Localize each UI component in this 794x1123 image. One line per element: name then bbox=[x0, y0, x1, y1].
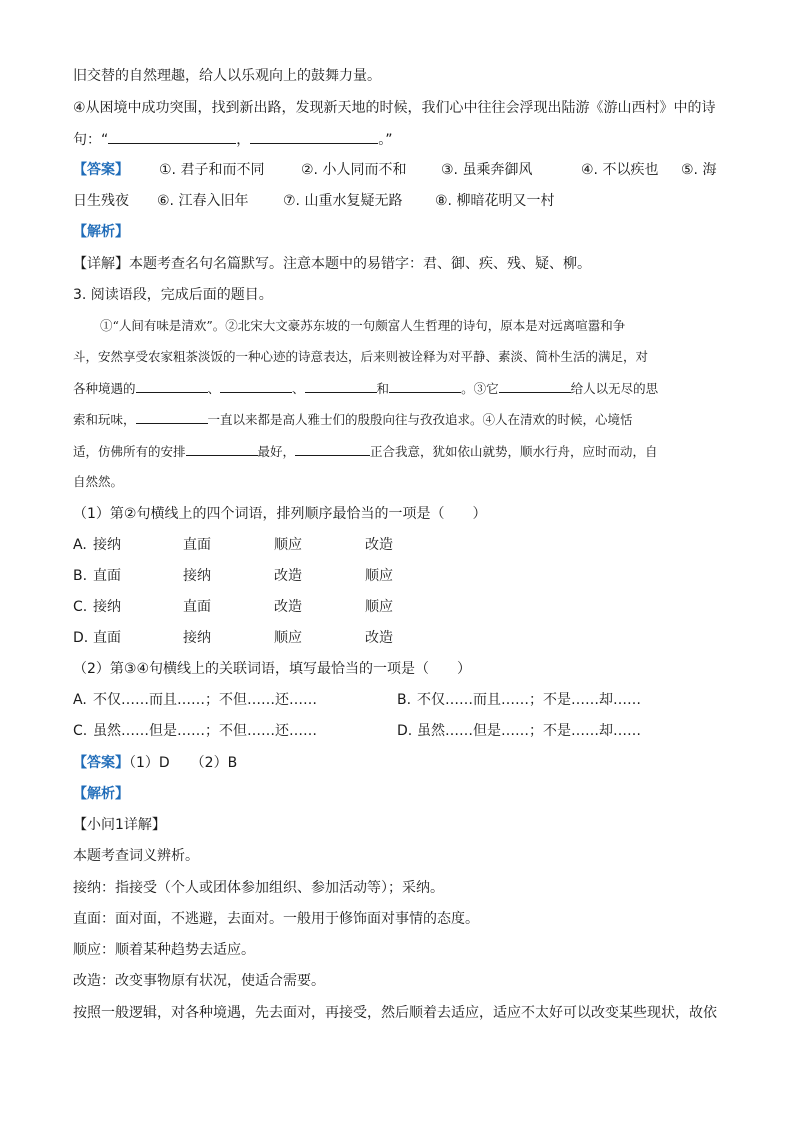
text-line: 旧交替的自然理趣，给人以乐观向上的鼓舞力量。 bbox=[73, 68, 381, 84]
answer-text: （1）D （2）B bbox=[129, 755, 238, 771]
answer-item: 日生残夜 bbox=[73, 193, 129, 209]
fill-blank bbox=[295, 441, 370, 456]
answer-item: ②. 小人同而不和 bbox=[301, 162, 407, 178]
text-fragment: 最好， bbox=[257, 444, 296, 459]
sub-question: （2）第③④句横线上的关联词语，填写最恰当的一项是（ ） bbox=[73, 661, 472, 677]
fill-blank bbox=[305, 378, 377, 393]
text-fragment: 、 bbox=[292, 381, 305, 396]
analysis-label: 【解析】 bbox=[73, 224, 129, 240]
option-text: 不仅……而且……；不是……却…… bbox=[417, 692, 641, 708]
answer-item: ⑦. 山重水复疑无路 bbox=[283, 193, 403, 209]
passage-line bbox=[73, 441, 733, 462]
text-fragment: 、 bbox=[207, 381, 221, 396]
option-word: 改造 bbox=[365, 537, 393, 553]
text-fragment: 各种境遇的 bbox=[73, 381, 136, 396]
option-letter: B. bbox=[73, 568, 88, 584]
option-text: 虽然……但是……；不但……还…… bbox=[93, 723, 317, 739]
option-text: 不仅……而且……；不但……还…… bbox=[93, 692, 317, 708]
option-word: 顺应 bbox=[274, 630, 302, 646]
passage-line: ①“人间有味是清欢”。②北宋大文豪苏东坡的一句颇富人生哲理的诗句，原本是对远离喧嚣和争 bbox=[100, 318, 626, 333]
option-word: 改造 bbox=[274, 568, 302, 584]
option-letter: D. bbox=[73, 630, 89, 646]
answer-item: ①. 君子和而不同 bbox=[159, 162, 265, 178]
small-question-label: 【小问1详解】 bbox=[73, 817, 166, 833]
option-word: 接纳 bbox=[93, 537, 121, 553]
explain-line: 改造：改变事物原有状况，使适合需要。 bbox=[73, 973, 325, 989]
question-title: 3. 阅读语段，完成后面的题目。 bbox=[73, 287, 273, 303]
option-word: 顺应 bbox=[365, 568, 393, 584]
option-word: 直面 bbox=[93, 630, 121, 646]
answer-item: ④. 不以疾也 bbox=[581, 162, 659, 178]
passage-line: 斗，安然享受农家粗茶淡饭的一种心迹的诗意表达，后来则被诠释为对平静、素淡、简朴生活的满足，对 bbox=[73, 349, 649, 364]
fill-blank bbox=[186, 441, 258, 456]
option-letter: D. bbox=[397, 723, 413, 739]
answer-item: ⑤. 海 bbox=[681, 162, 717, 178]
answer-label: 【答案】 bbox=[73, 162, 129, 178]
option-word: 直面 bbox=[93, 568, 121, 584]
option-word: 接纳 bbox=[183, 630, 211, 646]
fill-blank bbox=[250, 129, 378, 144]
text-fragment: 。” bbox=[378, 132, 393, 148]
answer-item: ③. 虽乘奔御风 bbox=[441, 162, 533, 178]
option-word: 改造 bbox=[365, 630, 393, 646]
answer-line bbox=[73, 160, 733, 180]
sub-question: （1）第②句横线上的四个词语，排列顺序最恰当的一项是（ ） bbox=[73, 506, 487, 522]
passage-line bbox=[73, 378, 733, 399]
passage-line bbox=[73, 409, 733, 430]
option-word: 直面 bbox=[183, 599, 211, 615]
detail-text: 本题考查名句名篇默写。注意本题中的易错字：君、御、疾、残、疑、柳。 bbox=[129, 256, 591, 272]
answer-item: ⑥. 江春入旧年 bbox=[157, 193, 249, 209]
option-word: 顺应 bbox=[274, 537, 302, 553]
detail-line bbox=[73, 254, 733, 274]
option-letter: A. bbox=[73, 692, 87, 708]
explain-line: 接纳：指接受（个人或团体参加组织、参加活动等）；采纳。 bbox=[73, 880, 444, 896]
text-fragment: 给人以无尽的思 bbox=[570, 381, 659, 396]
option-word: 接纳 bbox=[93, 599, 121, 615]
option-text: 虽然……但是……；不是……却…… bbox=[417, 723, 641, 739]
option-letter: C. bbox=[73, 723, 88, 739]
text-line: ④从困境中成功突围，找到新出路，发现新天地的时候，我们心中往往会浮现出陆游《游山西村》中的诗 bbox=[73, 100, 716, 116]
passage-line: 自然然。 bbox=[73, 474, 124, 489]
fill-blank bbox=[136, 409, 208, 424]
explain-line: 顺应：顺着某种趋势去适应。 bbox=[73, 942, 255, 958]
option-letter: A. bbox=[73, 537, 87, 553]
fill-blank bbox=[136, 378, 208, 393]
text-fragment: 和 bbox=[376, 381, 390, 396]
analysis-label: 【解析】 bbox=[73, 786, 129, 802]
explain-line: 本题考查词义辨析。 bbox=[73, 848, 199, 864]
option-word: 顺应 bbox=[365, 599, 393, 615]
fill-blank bbox=[389, 378, 461, 393]
option-letter: C. bbox=[73, 599, 88, 615]
explain-line: 直面：面对面，不逃避，去面对。一般用于修饰面对事情的态度。 bbox=[73, 911, 479, 927]
text-fragment: 索和玩味， bbox=[73, 412, 136, 427]
answer-line bbox=[73, 753, 733, 773]
option-word: 接纳 bbox=[183, 568, 211, 584]
text-fragment: 适，仿佛所有的安排 bbox=[73, 444, 186, 459]
text-line bbox=[73, 129, 733, 150]
text-fragment: ， bbox=[236, 132, 251, 148]
fill-blank bbox=[108, 129, 236, 144]
text-fragment: 一直以来都是高人雅士们的殷殷向往与孜孜追求。④人在清欢的时候，心境恬 bbox=[207, 412, 633, 427]
fill-blank bbox=[220, 378, 292, 393]
answer-label: 【答案】 bbox=[73, 755, 129, 771]
fill-blank bbox=[499, 378, 571, 393]
text-fragment: 。③它 bbox=[461, 381, 499, 396]
text-fragment: 正合我意，犹如依山就势，顺水行舟，应时而动，自 bbox=[370, 444, 658, 459]
option-word: 直面 bbox=[183, 537, 211, 553]
option-letter: B. bbox=[397, 692, 412, 708]
detail-label: 【详解】 bbox=[73, 256, 129, 272]
explain-line: 按照一般逻辑，对各种境遇，先去面对，再接受，然后顺着去适应，适应不太好可以改变某些现状，故依 bbox=[73, 1005, 717, 1021]
option-word: 改造 bbox=[274, 599, 302, 615]
answer-item: ⑧. 柳暗花明又一村 bbox=[435, 193, 555, 209]
text-fragment: 句：“ bbox=[73, 132, 109, 148]
